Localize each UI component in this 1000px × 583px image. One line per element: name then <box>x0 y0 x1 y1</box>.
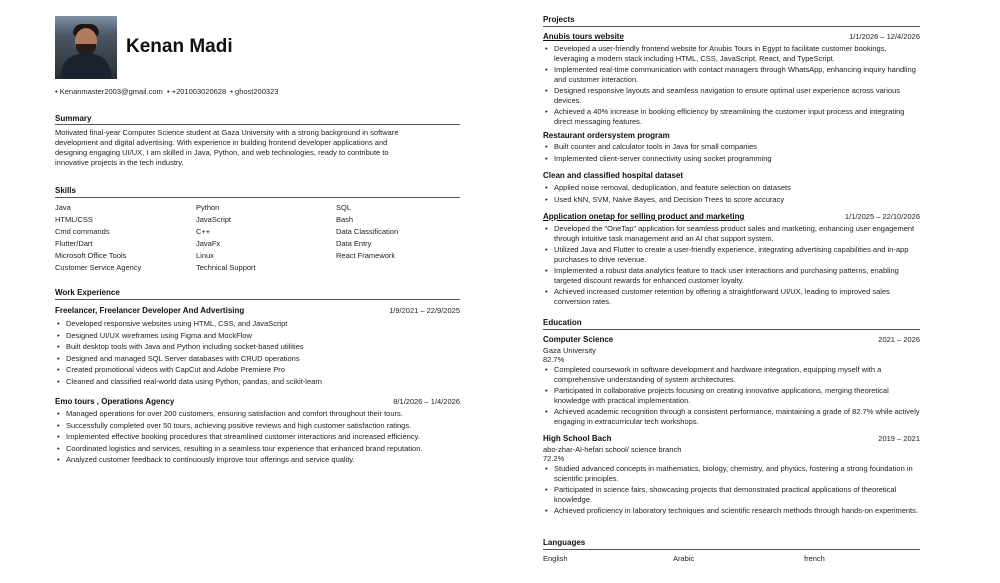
list-item: • Designed UI/UX wireframes using Figma and MockFlow <box>55 331 465 341</box>
project-title: Restaurant ordersystem program <box>543 131 670 140</box>
list-item: • Achieved increased customer retention by offering a straightforward UI/UX, leading to improved sales conversion rates. <box>543 287 921 306</box>
project-title-link[interactable]: Anubis tours website <box>543 32 624 41</box>
list-item: • Created promotional videos with CapCut and Adobe Premiere Pro <box>55 365 465 375</box>
list-item: • Built counter and calculator tools in Java for small companies <box>543 142 921 152</box>
project-bullets <box>543 44 921 128</box>
job-title: Emo tours , Operations Agency <box>55 397 175 406</box>
project-bullets <box>543 142 921 165</box>
school-name: Gaza University <box>543 346 596 355</box>
job-date: 8/1/2026 – 1/4/2026 <box>393 397 460 406</box>
handle-text[interactable]: ghost200323 <box>235 87 279 96</box>
projects-rule <box>543 26 920 27</box>
email-text[interactable]: Kenanmaster2003@gmail.com <box>59 87 163 96</box>
experience-heading: Work Experience <box>55 288 120 297</box>
education-heading: Education <box>543 318 582 327</box>
list-item: • Developed the "OneTap" application for seamless product sales and marketing, enhancing user engagement through intuitive task management and an AI chat support system. <box>543 224 921 243</box>
summary-text: Motivated final-year Computer Science student at Gaza University with a strong background in software development and digital advertising. With experience in building frontend developer applications and designing engaging UI/UX, I am skilled in Java, Python, and web technologies, ready to contribute to innovative projects in the tech industry. <box>55 128 399 167</box>
list-item: • Analyzed customer feedback to continuously improve tour offerings and service quality. <box>55 455 465 465</box>
skills-col-3 <box>336 202 398 262</box>
list-item: • Achieved a 40% increase in booking efficiency by streamlining the customer input process and integrating direct messaging features. <box>543 107 921 126</box>
education-bullets <box>543 365 921 428</box>
skill-item: Cmd commands <box>55 227 110 236</box>
job-date: 1/9/2021 – 22/9/2025 <box>389 306 460 315</box>
language-item: french <box>804 554 825 563</box>
phone-text[interactable]: +201003020628 <box>171 87 227 96</box>
list-item: • Studied advanced concepts in mathematics, biology, chemistry, and physics, fostering a strong foundation in scientific principles. <box>543 464 921 483</box>
skills-col-2 <box>196 202 256 274</box>
project-bullets <box>543 183 921 206</box>
list-item: • Achieved academic recognition through a consistent performance, maintaining a grade of 82.7% while actively engaging in extracurricular tech workshops. <box>543 407 921 426</box>
skill-item: Bash <box>336 215 354 224</box>
list-item: • Utilized Java and Flutter to create a user-friendly experience, integrating advertising capabilities and in-app purchases to drive revenue. <box>543 245 921 264</box>
skill-item: Customer Service Agency <box>55 263 142 272</box>
skill-item: HTML/CSS <box>55 215 93 224</box>
degree-title: High School Bach <box>543 434 612 443</box>
list-item: • Completed coursework in software development and hardware integration, equipping myself with a comprehensive understanding of system architectures. <box>543 365 921 384</box>
job-title: Freelancer, Freelancer Developer And Advertising <box>55 306 245 315</box>
list-item: • Coordinated logistics and services, resulting in a seamless tour experience that enhanced brand reputation. <box>55 444 465 454</box>
skill-item: Python <box>196 203 220 212</box>
list-item: • Participated in science fairs, showcasing projects that demonstrated practical applications of theoretical knowledge. <box>543 485 921 504</box>
skills-heading: Skills <box>55 186 76 195</box>
list-item: • Achieved proficiency in laboratory techniques and scientific research methods through hands-on experiments. <box>543 506 921 516</box>
list-item: • Implemented a robust data analytics feature to track user interactions and purchasing patterns, enabling targeted discount rewards for enhanced customer loyalty. <box>543 266 921 285</box>
list-item: • Participated in collaborative projects focusing on creating innovative applications, merging theoretical knowledge with practical implementation. <box>543 386 921 405</box>
experience-rule <box>55 299 460 300</box>
list-item: • Built desktop tools with Java and Python including socket-based utilities <box>55 342 465 352</box>
degree-date: 2019 – 2021 <box>878 434 920 443</box>
list-item: • Designed and managed SQL Server databases with CRUD operations <box>55 354 465 364</box>
skill-item: React Framework <box>336 251 396 260</box>
skill-item: Technical Support <box>196 263 256 272</box>
list-item: • Implemented client-server connectivity using socket programming <box>543 154 921 164</box>
job-bullets <box>55 409 465 467</box>
skill-item: Flutter/Dart <box>55 239 93 248</box>
list-item: • Applied noise removal, deduplication, and feature selection on datasets <box>543 183 921 193</box>
skill-item: Linux <box>196 251 214 260</box>
list-item: • Used kNN, SVM, Naive Bayes, and Decision Trees to score accuracy <box>543 195 921 205</box>
education-rule <box>543 329 920 330</box>
contact-line: • Kenanmaster2003@gmail.com • +201003020628 • ghost200323 <box>55 87 279 96</box>
list-item: • Managed operations for over 200 customers, ensuring satisfaction and comfort throughout their tours. <box>55 409 465 419</box>
list-item: • Designed responsive layouts and seamless navigation to ensure optimal user experience across various devices. <box>543 86 921 105</box>
skill-item: JavaScript <box>196 215 232 224</box>
language-item: Arabic <box>673 554 695 563</box>
grade-text: 72.2% <box>543 454 565 463</box>
grade-text: 82.7% <box>543 355 565 364</box>
project-title: Clean and classified hospital dataset <box>543 171 684 180</box>
list-item: • Developed a user-friendly frontend website for Anubis Tours in Egypt to facilitate customer bookings, leveraging a modern stack including HTML, CSS, JavaScript, React, and TypeScript. <box>543 44 921 63</box>
education-bullets <box>543 464 921 518</box>
job-bullets <box>55 319 465 388</box>
language-item: English <box>543 554 568 563</box>
projects-heading: Projects <box>543 15 575 24</box>
skills-rule <box>55 197 460 198</box>
list-item: • Implemented real-time communication with contact managers through WhatsApp, enhancing inquiry handling and customer interaction. <box>543 65 921 84</box>
degree-title: Computer Science <box>543 335 614 344</box>
skill-item: JavaFx <box>196 239 221 248</box>
skills-col-1 <box>55 202 141 274</box>
school-name: abo-zhar-Al-hefari school/ science branch <box>543 445 682 454</box>
skill-item: Microsoft Office Tools <box>55 251 127 260</box>
project-date: 1/1/2025 – 22/10/2026 <box>844 212 920 221</box>
skill-item: SQL <box>336 203 352 212</box>
candidate-name: Kenan Madi <box>126 36 233 57</box>
project-title-link[interactable]: Application onetap for selling product and marketing <box>543 212 745 221</box>
summary-rule <box>55 124 460 125</box>
project-bullets <box>543 224 921 308</box>
summary-heading: Summary <box>55 114 92 123</box>
profile-photo <box>55 16 117 79</box>
languages-heading: Languages <box>543 538 586 547</box>
list-item: • Successfully completed over 50 tours, achieving positive reviews and high customer satisfaction ratings. <box>55 421 465 431</box>
list-item: • Cleaned and classified real-world data using Python, pandas, and scikit-learn <box>55 377 465 387</box>
degree-date: 2021 – 2026 <box>878 335 920 344</box>
list-item: • Implemented effective booking procedures that streamlined customer interactions and increased efficiency. <box>55 432 465 442</box>
languages-rule <box>543 549 920 550</box>
skill-item: Data Classification <box>336 227 399 236</box>
project-date: 1/1/2026 – 12/4/2026 <box>849 32 920 41</box>
list-item: • Developed responsive websites using HTML, CSS, and JavaScript <box>55 319 465 329</box>
skill-item: C++ <box>196 227 211 236</box>
skill-item: Data Entry <box>336 239 372 248</box>
skill-item: Java <box>55 203 71 212</box>
